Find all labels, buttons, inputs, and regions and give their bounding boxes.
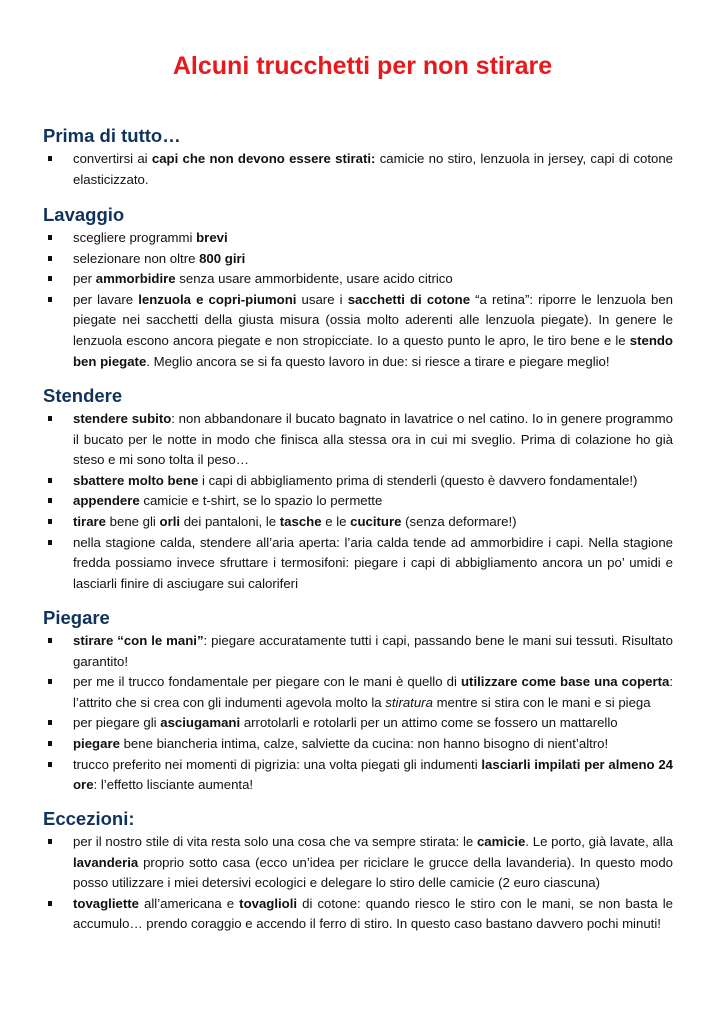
text-run: (senza deformare!) <box>401 513 517 529</box>
list-item <box>43 734 673 755</box>
bullet-list <box>43 409 673 594</box>
square-bullet-icon <box>48 679 52 684</box>
list-item <box>43 471 673 492</box>
list-item <box>43 832 673 894</box>
text-run: all’americana e <box>138 895 240 911</box>
list-item <box>43 755 673 796</box>
bold-text: capi che non devono essere stirati: <box>151 151 376 166</box>
bold-text: appendere <box>73 493 140 509</box>
bold-text: tirare <box>73 513 106 529</box>
bold-text: asciugamani <box>160 715 241 731</box>
bold-text: sbattere molto bene <box>73 472 199 488</box>
bold-text: brevi <box>196 230 228 245</box>
text-run: per <box>73 271 96 287</box>
square-bullet-icon <box>48 297 52 302</box>
square-bullet-icon <box>48 498 52 503</box>
list-item <box>43 409 673 471</box>
bold-text: orli <box>159 513 181 529</box>
bold-text: lavanderia <box>73 854 139 870</box>
bullet-list <box>43 228 673 372</box>
square-bullet-icon <box>48 416 52 421</box>
text-run: per piegare gli <box>73 715 161 731</box>
text-run: per il nostro stile di vita resta solo una cosa che va sempre stirata: le <box>73 834 477 849</box>
text-run: . Meglio ancora se si fa questo lavoro in due: si riesce a tirare e piegare meglio! <box>146 353 610 369</box>
section-stendere <box>43 384 673 594</box>
square-bullet-icon <box>48 741 52 746</box>
list-item <box>43 713 673 734</box>
square-bullet-icon <box>48 256 52 261</box>
section-prima-di-tutto <box>43 124 673 190</box>
list-item <box>43 672 673 713</box>
text-run: : piegare accuratamente tutti i capi, passando bene le mani sui tessuti. Risultato garantito! <box>73 633 674 669</box>
bold-text: tovaglioli <box>239 895 298 911</box>
text-run: usare i <box>296 291 348 307</box>
text-run: e le <box>321 513 351 529</box>
text-run: dei pantaloni, le <box>180 513 280 529</box>
square-bullet-icon <box>48 156 52 161</box>
bold-text: stendere subito <box>73 411 172 426</box>
list-item <box>43 149 673 190</box>
text-run: camicie e t-shirt, se lo spazio lo permette <box>139 493 383 509</box>
list-item <box>43 249 673 270</box>
bold-text: lenzuola e copri-piumoni <box>138 291 297 307</box>
bullet-list <box>43 631 673 796</box>
text-run: senza usare ammorbidente, usare acido citrico <box>175 271 453 287</box>
text-run: i capi di abbigliamento prima di stenderli (questo è davvero fondamentale!) <box>198 472 638 488</box>
bold-text: stendo ben piegate <box>73 332 673 369</box>
text-run: : l’effetto lisciante aumenta! <box>93 777 254 793</box>
bold-text: stirare “con le mani” <box>73 633 204 648</box>
text-run: : non abbandonare il bucato bagnato in lavatrice o nel catino. Io in genere programmo il bucato per le notte in modo che finisca alla stessa ora in cui mi sveglio. Prima di colazione ho già steso e mi sono tolta il peso… <box>73 411 673 468</box>
bold-text: sacchetti di cotone <box>347 291 471 307</box>
square-bullet-icon <box>48 839 52 844</box>
text-run: per lavare <box>73 291 139 307</box>
page-title: Alcuni trucchetti per non stirare <box>172 52 553 80</box>
list-item <box>43 491 673 512</box>
list-item <box>43 631 673 672</box>
square-bullet-icon <box>48 720 52 725</box>
square-bullet-icon <box>48 235 52 240</box>
section-eccezioni <box>43 807 673 935</box>
text-run: : l’attrito che si crea con gli indumenti agevola molto la <box>73 674 673 710</box>
text-run: proprio sotto casa (ecco un’idea per riciclare le grucce della lavanderia). In questo modo posso utilizzare i miei detersivi ecologici e delegare lo stiro delle camicie (2 euro ciascuna) <box>73 854 673 891</box>
section-heading: Prima di tutto… <box>43 125 181 146</box>
square-bullet-icon <box>48 276 52 281</box>
bold-text: camicie <box>476 834 526 849</box>
list-item <box>43 269 673 290</box>
text-run: di cotone: quando riesco le stiro con le mani, se non basta le accumulo… prendo coraggio e accendo il ferro di stiro. In questo caso bastano davvero pochi minuti! <box>73 895 673 932</box>
square-bullet-icon <box>48 540 52 545</box>
square-bullet-icon <box>48 638 52 643</box>
square-bullet-icon <box>48 519 52 524</box>
section-lavaggio <box>43 203 673 372</box>
list-item <box>43 533 673 595</box>
bold-text: tasche <box>279 513 322 529</box>
text-run: per me il trucco fondamentale per piegare con le mani è quello di <box>73 674 461 690</box>
text-run: . Le porto, già lavate, alla <box>525 834 674 849</box>
list-item <box>43 512 673 533</box>
bold-text: cuciture <box>350 513 402 529</box>
section-piegare <box>43 606 673 796</box>
bold-text: 800 giri <box>199 250 246 266</box>
text-run: arrotolarli e rotolarli per un attimo come se fossero un mattarello <box>240 715 618 731</box>
bold-text: ammorbidire <box>95 271 176 287</box>
section-heading: Piegare <box>43 607 110 628</box>
bullet-list <box>43 832 673 935</box>
text-run: convertirsi ai <box>73 151 152 166</box>
text-run: mentre si stira con le mani e si piega <box>432 694 651 710</box>
text-run: “a retina”: riporre le lenzuola ben piegate nei sacchetti della giusta misura (ossia molto aderenti alle lenzuola piegate). In genere le lenzuola escono ancora piegate e non stropicciate. Io a questo punto le apro, le tiro bene e le <box>73 291 673 348</box>
text-run: bene biancheria intima, calze, salviette da cucina: non hanno bisogno di nient’altro! <box>119 735 609 751</box>
text-run: scegliere programmi <box>73 230 197 245</box>
italic-text: stiratura <box>385 694 433 710</box>
section-heading: Eccezioni: <box>43 808 135 829</box>
bold-text: piegare <box>73 735 120 751</box>
square-bullet-icon <box>48 901 52 906</box>
text-run: trucco preferito nei momenti di pigrizia: una volta piegati gli indumenti <box>73 756 482 772</box>
bold-text: lasciarli impilati per almeno 24 ore <box>73 756 673 793</box>
bold-text: tovagliette <box>73 895 139 911</box>
text-run: nella stagione calda, stendere all’aria aperta: l’aria calda tende ad ammorbidire i capi. Nella stagione fredda possiamo invece sfruttare i termosifoni: piegare i capi di abbigliamento ancora un po’ umidi e lasciarli finire di asciugare sui caloriferi <box>73 534 673 591</box>
text-run: bene gli <box>106 513 160 529</box>
bullet-list <box>43 149 673 190</box>
square-bullet-icon <box>48 478 52 483</box>
section-heading: Lavaggio <box>43 204 125 225</box>
square-bullet-icon <box>48 762 52 767</box>
list-item <box>43 894 673 935</box>
bold-text: utilizzare come base una coperta <box>461 674 670 690</box>
section-heading: Stendere <box>43 385 123 406</box>
list-item <box>43 228 673 249</box>
text-run: camicie no stiro, lenzuola in jersey, capi di cotone elasticizzato. <box>73 151 673 187</box>
list-item <box>43 290 673 372</box>
text-run: selezionare non oltre <box>73 250 200 266</box>
